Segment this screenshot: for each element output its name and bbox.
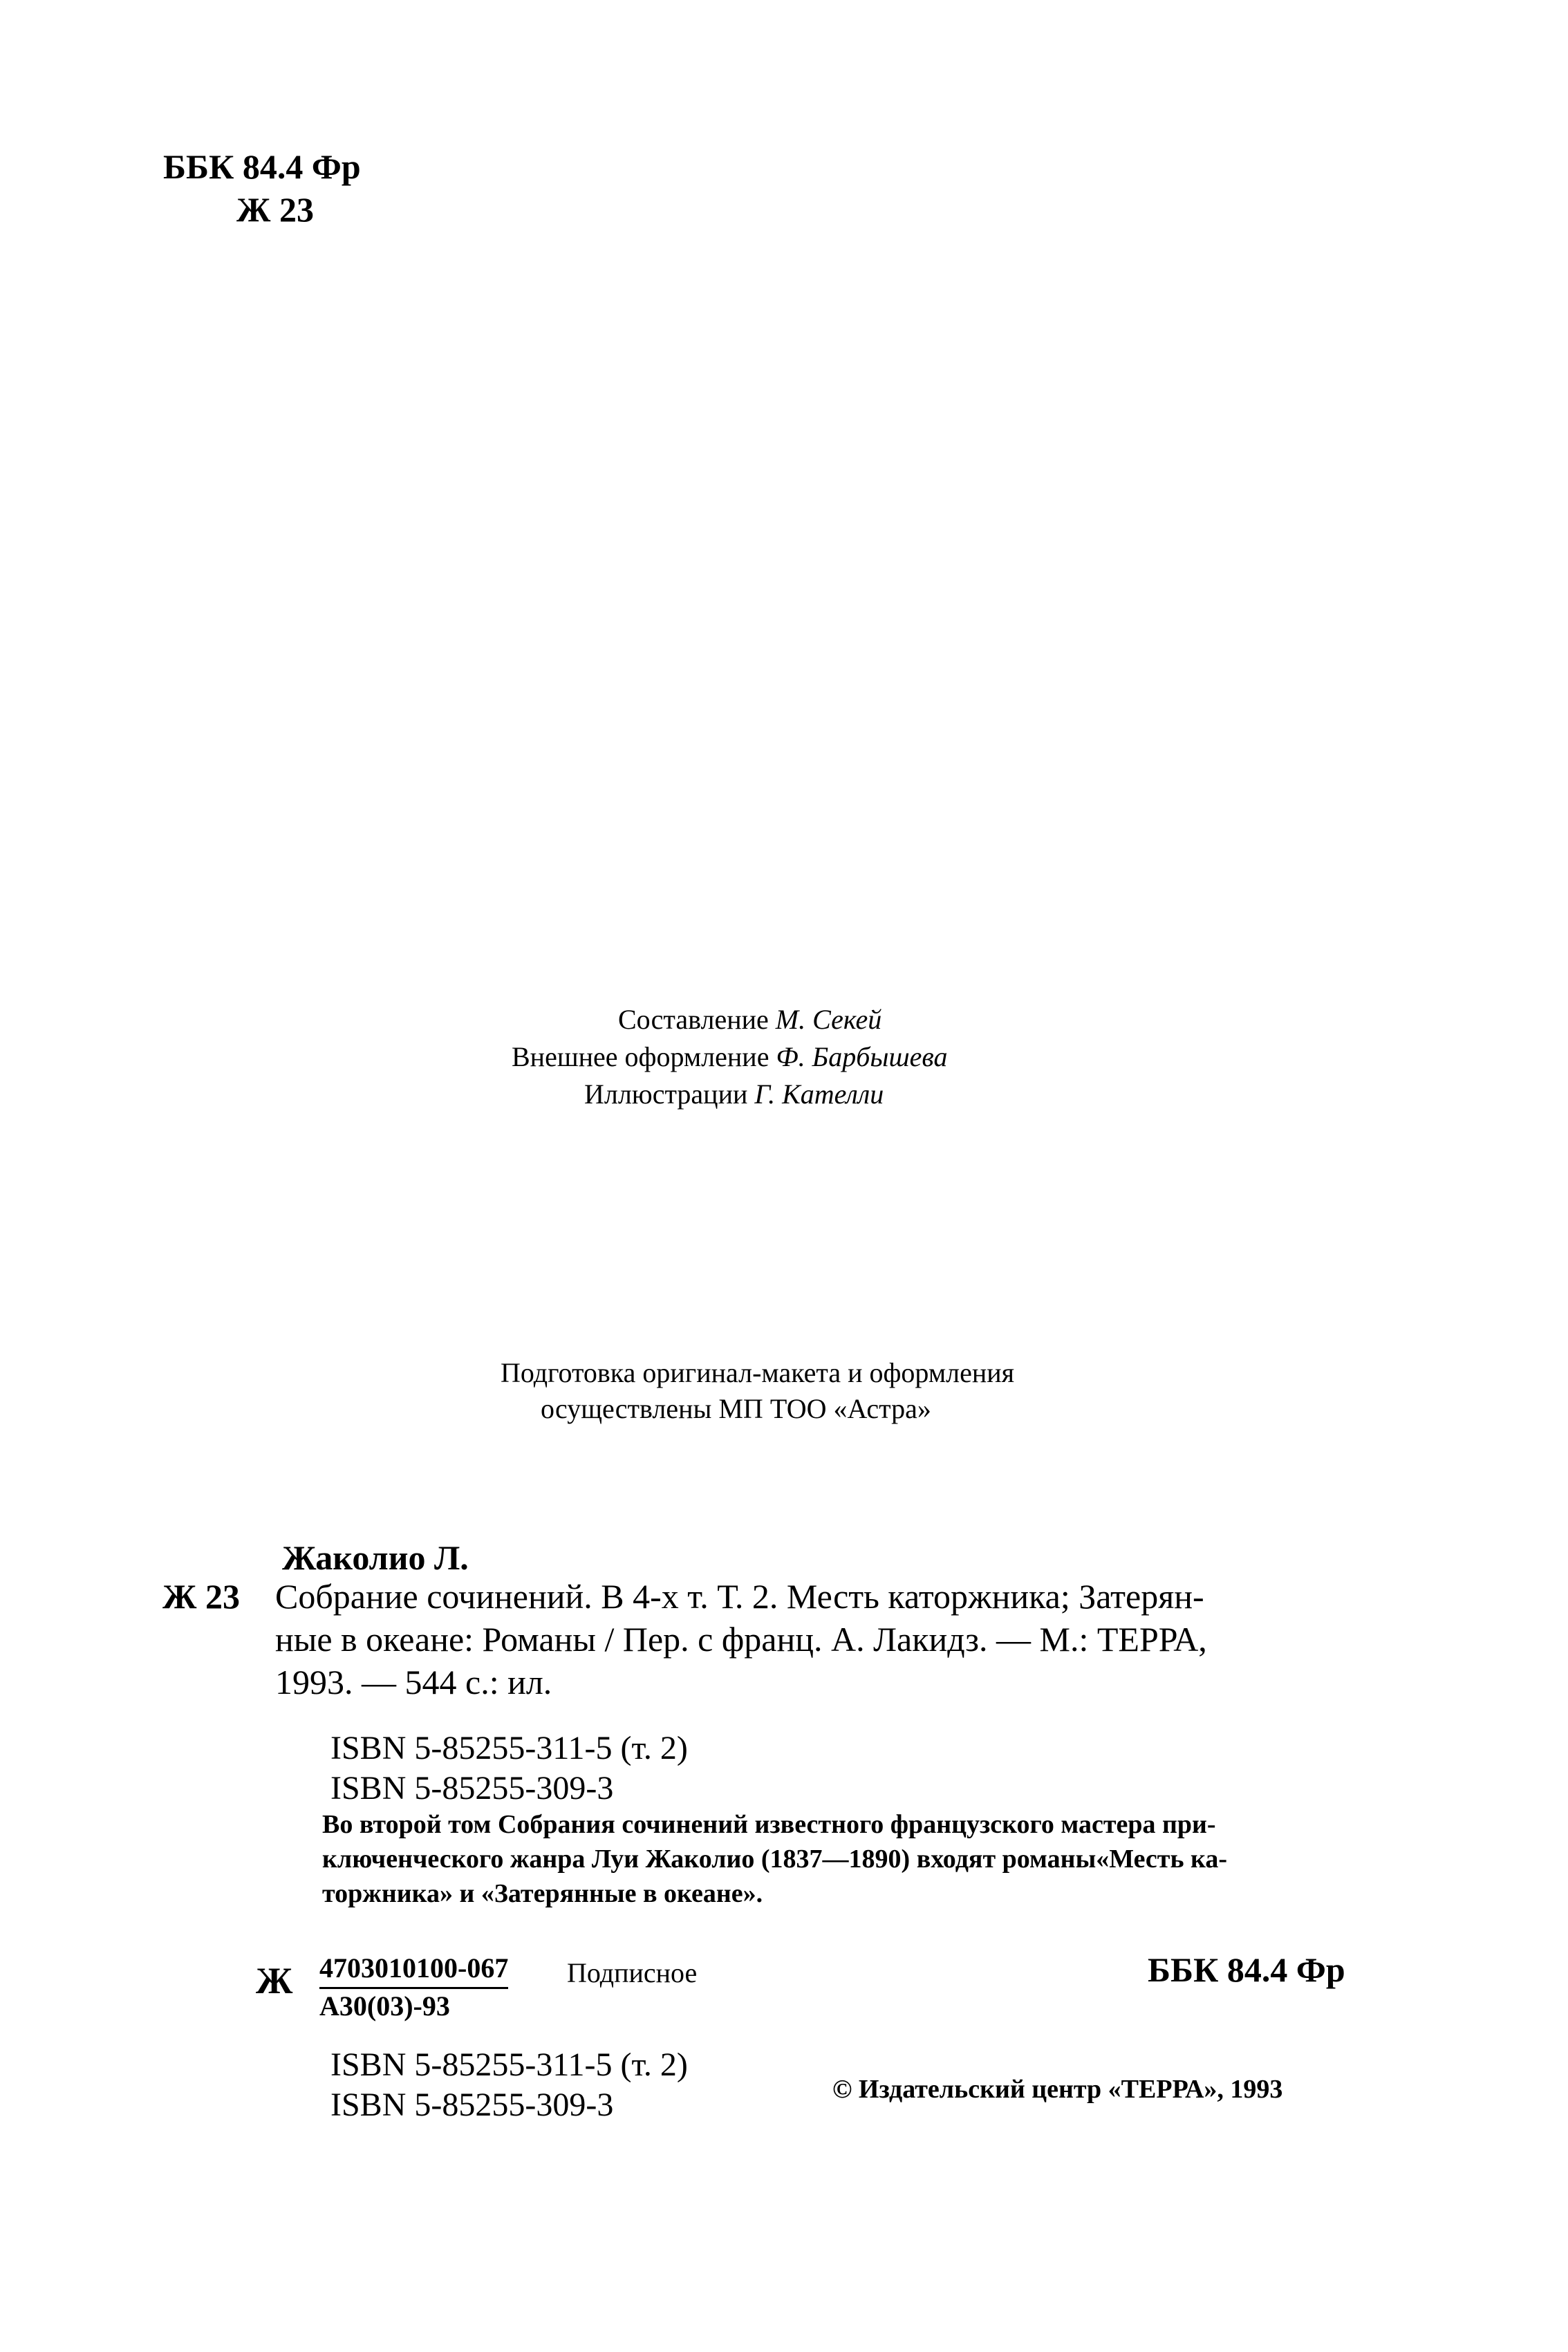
credits-block [512, 1001, 947, 1113]
footer-isbn-volume: ISBN 5-85255-311-5 (т. 2) [330, 2046, 688, 2083]
imprint-fraction [319, 1951, 508, 2024]
annotation [322, 1807, 1394, 1911]
credit-compiler-name: М. Секей [775, 1004, 882, 1035]
credit-illustrations-name: Г. Кателли [754, 1079, 884, 1110]
prep-line-2: осуществлены МП ТОО «Астра» [541, 1393, 931, 1424]
annotation-line: Во второй том Собрания сочинений известного французского мастера при- [322, 1810, 1216, 1839]
credit-design-label: Внешнее оформление [512, 1041, 769, 1072]
bbk-classification [163, 145, 361, 231]
credit-illustrations [512, 1076, 947, 1113]
credit-design [512, 1038, 947, 1076]
annotation-line: ключенческого жанра Луи Жаколио (1837—1890) входят романы«Месть ка- [322, 1845, 1228, 1874]
imprint-letter: Ж [256, 1960, 293, 2001]
catalog-isbn-block [330, 1728, 688, 1809]
catalog-code: Ж 23 [162, 1577, 240, 1616]
catalog-author: Жаколио Л. [282, 1538, 469, 1577]
catalog-entry-line: Собрание сочинений. В 4-х т. Т. 2. Месть каторжника; Затерян- [275, 1577, 1204, 1616]
credit-illustrations-label: Иллюстрации [584, 1079, 748, 1110]
imprint-denominator: А30(03)-93 [319, 1990, 450, 2022]
bbk-code: ББК 84.4 Фр [163, 147, 361, 186]
footer-isbn-set: ISBN 5-85255-309-3 [330, 2087, 614, 2123]
footer-isbn-block [330, 2045, 688, 2125]
catalog-entry-line: 1993. — 544 с.: ил. [275, 1663, 552, 1701]
credit-design-name: Ф. Барбышева [776, 1041, 948, 1072]
annotation-line: торжника» и «Затерянные в океане». [322, 1879, 763, 1908]
catalog-entry-line: ные в океане: Романы / Пер. с франц. А. Лакидз. — М.: ТЕРРА, [275, 1620, 1207, 1659]
credit-compiler-label: Составление [618, 1004, 769, 1035]
copyright-notice: © Издательский центр «ТЕРРА», 1993 [832, 2075, 1283, 2104]
imprint-bbk: ББК 84.4 Фр [1148, 1950, 1345, 1989]
catalog-entry [275, 1575, 1381, 1704]
subscription-label: Подписное [567, 1957, 698, 1988]
author-mark: Ж 23 [236, 190, 314, 229]
prep-note [501, 1355, 1014, 1427]
credit-compiler [512, 1001, 947, 1038]
isbn-set: ISBN 5-85255-309-3 [330, 1770, 614, 1807]
prep-line-1: Подготовка оригинал-макета и оформления [501, 1357, 1015, 1388]
isbn-volume: ISBN 5-85255-311-5 (т. 2) [330, 1730, 688, 1766]
imprint-numerator: 4703010100-067 [319, 1951, 508, 1989]
